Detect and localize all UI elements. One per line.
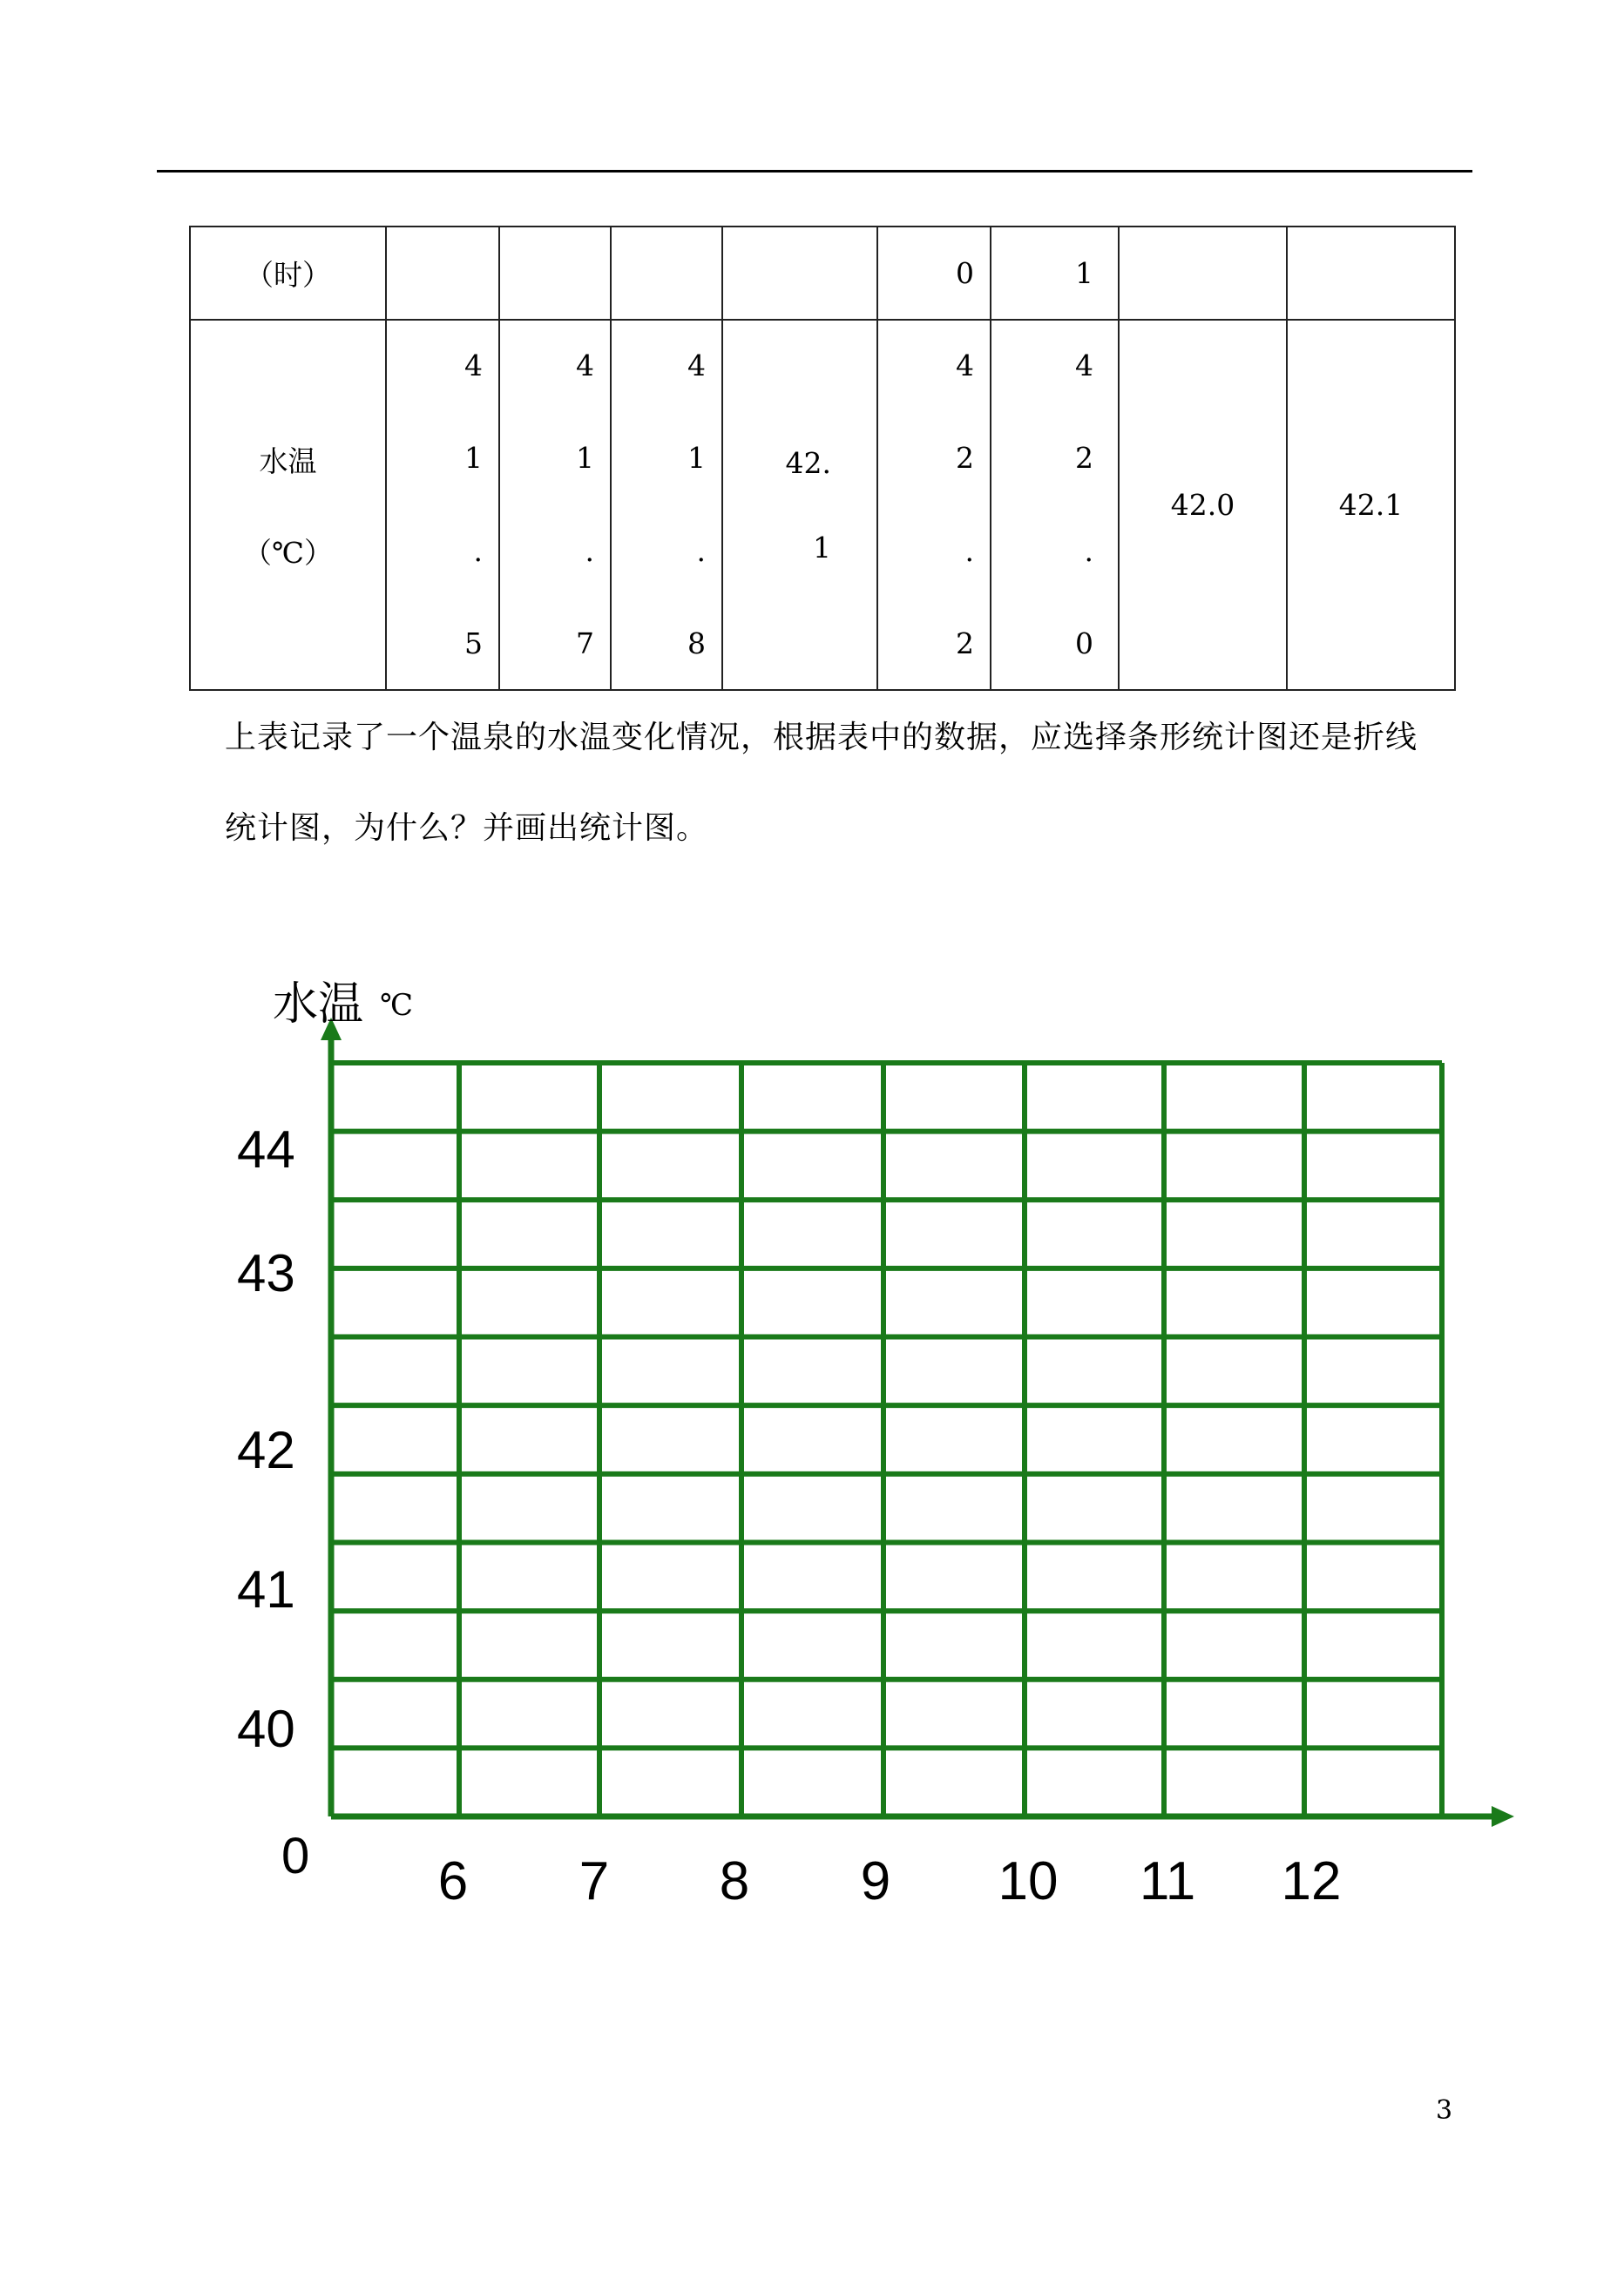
x-tick-labels <box>438 1851 1342 1911</box>
question-line-1: 上表记录了一个温泉的水温变化情况，根据表中的数据，应选择条形统计图还是折线 <box>225 720 1418 755</box>
cell-char: 4 <box>687 348 706 382</box>
cell-char: 8 <box>687 626 706 661</box>
cell-char: 4 <box>956 348 974 382</box>
cell-char: . <box>585 533 594 568</box>
table-cell: 42.0 <box>1119 320 1287 690</box>
row-header-hour: （时） <box>190 227 386 320</box>
x-tick-label: 6 <box>437 1851 469 1911</box>
x-tick-label: 9 <box>860 1851 891 1911</box>
y-tick-labels <box>237 1120 295 1758</box>
table-cell: 0 <box>877 227 991 320</box>
y-axis-label: 水温 <box>273 978 364 1031</box>
cell-char: . <box>473 533 483 568</box>
cell-char: 2 <box>1075 441 1093 476</box>
cell-char: 1 <box>576 441 594 476</box>
x-tick-label: 7 <box>579 1851 610 1911</box>
question-line-2: 统计图，为什么？并画出统计图。 <box>225 810 709 846</box>
y-tick-label: 44 <box>237 1120 295 1179</box>
y-axis-unit: ℃ <box>380 988 414 1023</box>
y-tick-label: 40 <box>237 1700 295 1758</box>
table-cell: 1 <box>991 227 1119 320</box>
x-tick-label: 10 <box>998 1851 1059 1911</box>
cell-char: 4 <box>1075 348 1093 382</box>
cell-char: 0 <box>1075 626 1093 661</box>
cell-char: 2 <box>956 626 974 661</box>
row-header-unit: （℃） <box>243 535 333 570</box>
cell-char: 7 <box>576 626 594 661</box>
cell-char: 4 <box>576 348 594 382</box>
chart-axes <box>321 1018 1514 1827</box>
x-tick-label: 8 <box>719 1851 750 1911</box>
page-number: 3 <box>1436 2095 1453 2126</box>
cell-char: 1 <box>687 441 706 476</box>
x-tick-label: 12 <box>1281 1851 1342 1911</box>
y-tick-label: 42 <box>237 1421 295 1479</box>
cell-char: 1 <box>464 441 483 476</box>
grid-lines <box>331 1063 1442 1816</box>
x-tick-label: 11 <box>1139 1851 1196 1911</box>
y-tick-label: 43 <box>237 1244 295 1302</box>
cell-char: . <box>964 533 974 568</box>
cell-char: 2 <box>956 441 974 476</box>
row-header-label: 水温 <box>259 443 317 478</box>
cell-char: 1 <box>813 530 831 565</box>
x-axis-arrow-icon <box>1492 1806 1514 1827</box>
y-tick-label: 41 <box>237 1560 295 1619</box>
table-cell: 42.1 <box>1287 320 1455 690</box>
cell-char: 4 <box>464 348 483 382</box>
cell-char: . <box>696 533 706 568</box>
cell-char: 42. <box>785 445 831 480</box>
cell-char: . <box>1084 533 1093 568</box>
origin-label: 0 <box>281 1828 310 1884</box>
cell-char: 5 <box>464 626 483 661</box>
